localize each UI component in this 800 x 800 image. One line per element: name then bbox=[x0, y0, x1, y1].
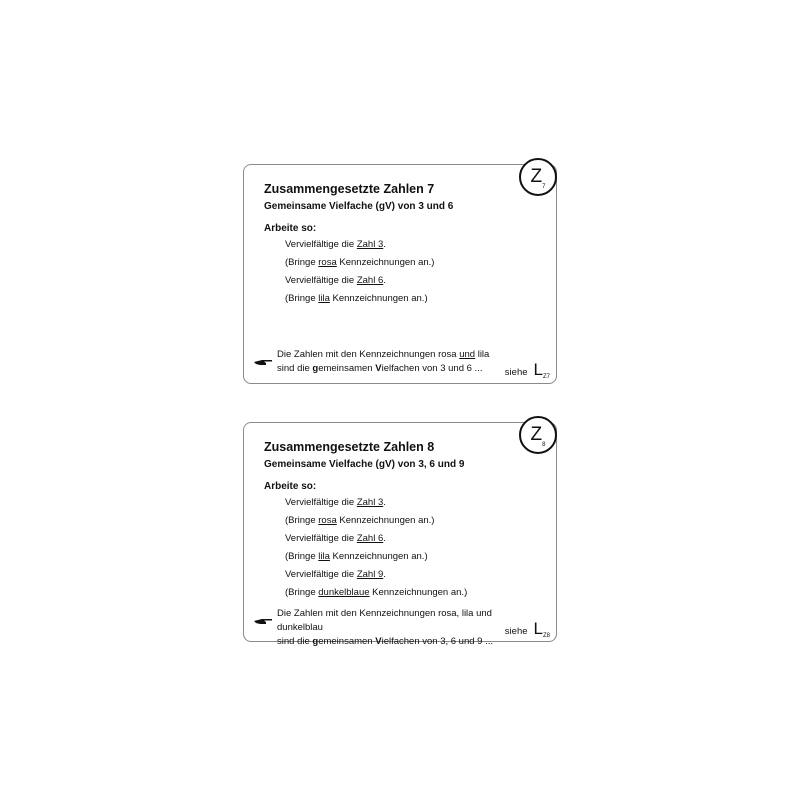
card-badge: $Z_7$ bbox=[519, 158, 557, 196]
work-label: Arbeite so: bbox=[264, 223, 317, 234]
pointing-hand-icon bbox=[254, 616, 274, 626]
card-badge: $Z_8$ bbox=[519, 416, 557, 454]
card-subtitle: Gemeinsame Vielfache (gV) von 3, 6 und 9 bbox=[264, 459, 465, 470]
step-item: Vervielfältige die Zahl 3. bbox=[285, 239, 386, 250]
card-note: Die Zahlen mit den Kennzeichnungen rosa, lila und dunkelblau sind die gemeinsamen Vielfachen von 3, 6 und 9 ... bbox=[277, 608, 494, 647]
siehe-reference: siehe $L_{Z8}$ bbox=[504, 619, 550, 639]
step-item: (Bringe lila Kennzeichnungen an.) bbox=[285, 293, 428, 304]
card-subtitle: Gemeinsame Vielfache (gV) von 3 und 6 bbox=[264, 201, 454, 212]
step-item: (Bringe rosa Kennzeichnungen an.) bbox=[285, 257, 435, 268]
card-title: Zusammengesetzte Zahlen 7 bbox=[264, 182, 435, 196]
step-item: (Bringe lila Kennzeichnungen an.) bbox=[285, 551, 428, 562]
task-card-7 bbox=[243, 164, 557, 384]
step-item: Vervielfältige die Zahl 6. bbox=[285, 275, 386, 286]
step-item: Vervielfältige die Zahl 9. bbox=[285, 569, 386, 580]
step-item: Vervielfältige die Zahl 3. bbox=[285, 497, 386, 508]
step-list bbox=[285, 497, 467, 605]
step-item: (Bringe rosa Kennzeichnungen an.) bbox=[285, 515, 435, 526]
step-list bbox=[285, 239, 434, 311]
card-note: Die Zahlen mit den Kennzeichnungen rosa und lila sind die gemeinsamen Vielfachen von 3 und 6 ... bbox=[277, 349, 490, 374]
step-item: (Bringe dunkelblaue Kennzeichnungen an.) bbox=[285, 587, 468, 598]
pointing-hand-icon bbox=[254, 357, 274, 367]
task-card-8 bbox=[243, 422, 557, 647]
work-label: Arbeite so: bbox=[264, 481, 317, 492]
card-title: Zusammengesetzte Zahlen 8 bbox=[264, 440, 435, 454]
siehe-reference: siehe $L_{Z7}$ bbox=[504, 360, 550, 380]
step-item: Vervielfältige die Zahl 6. bbox=[285, 533, 386, 544]
